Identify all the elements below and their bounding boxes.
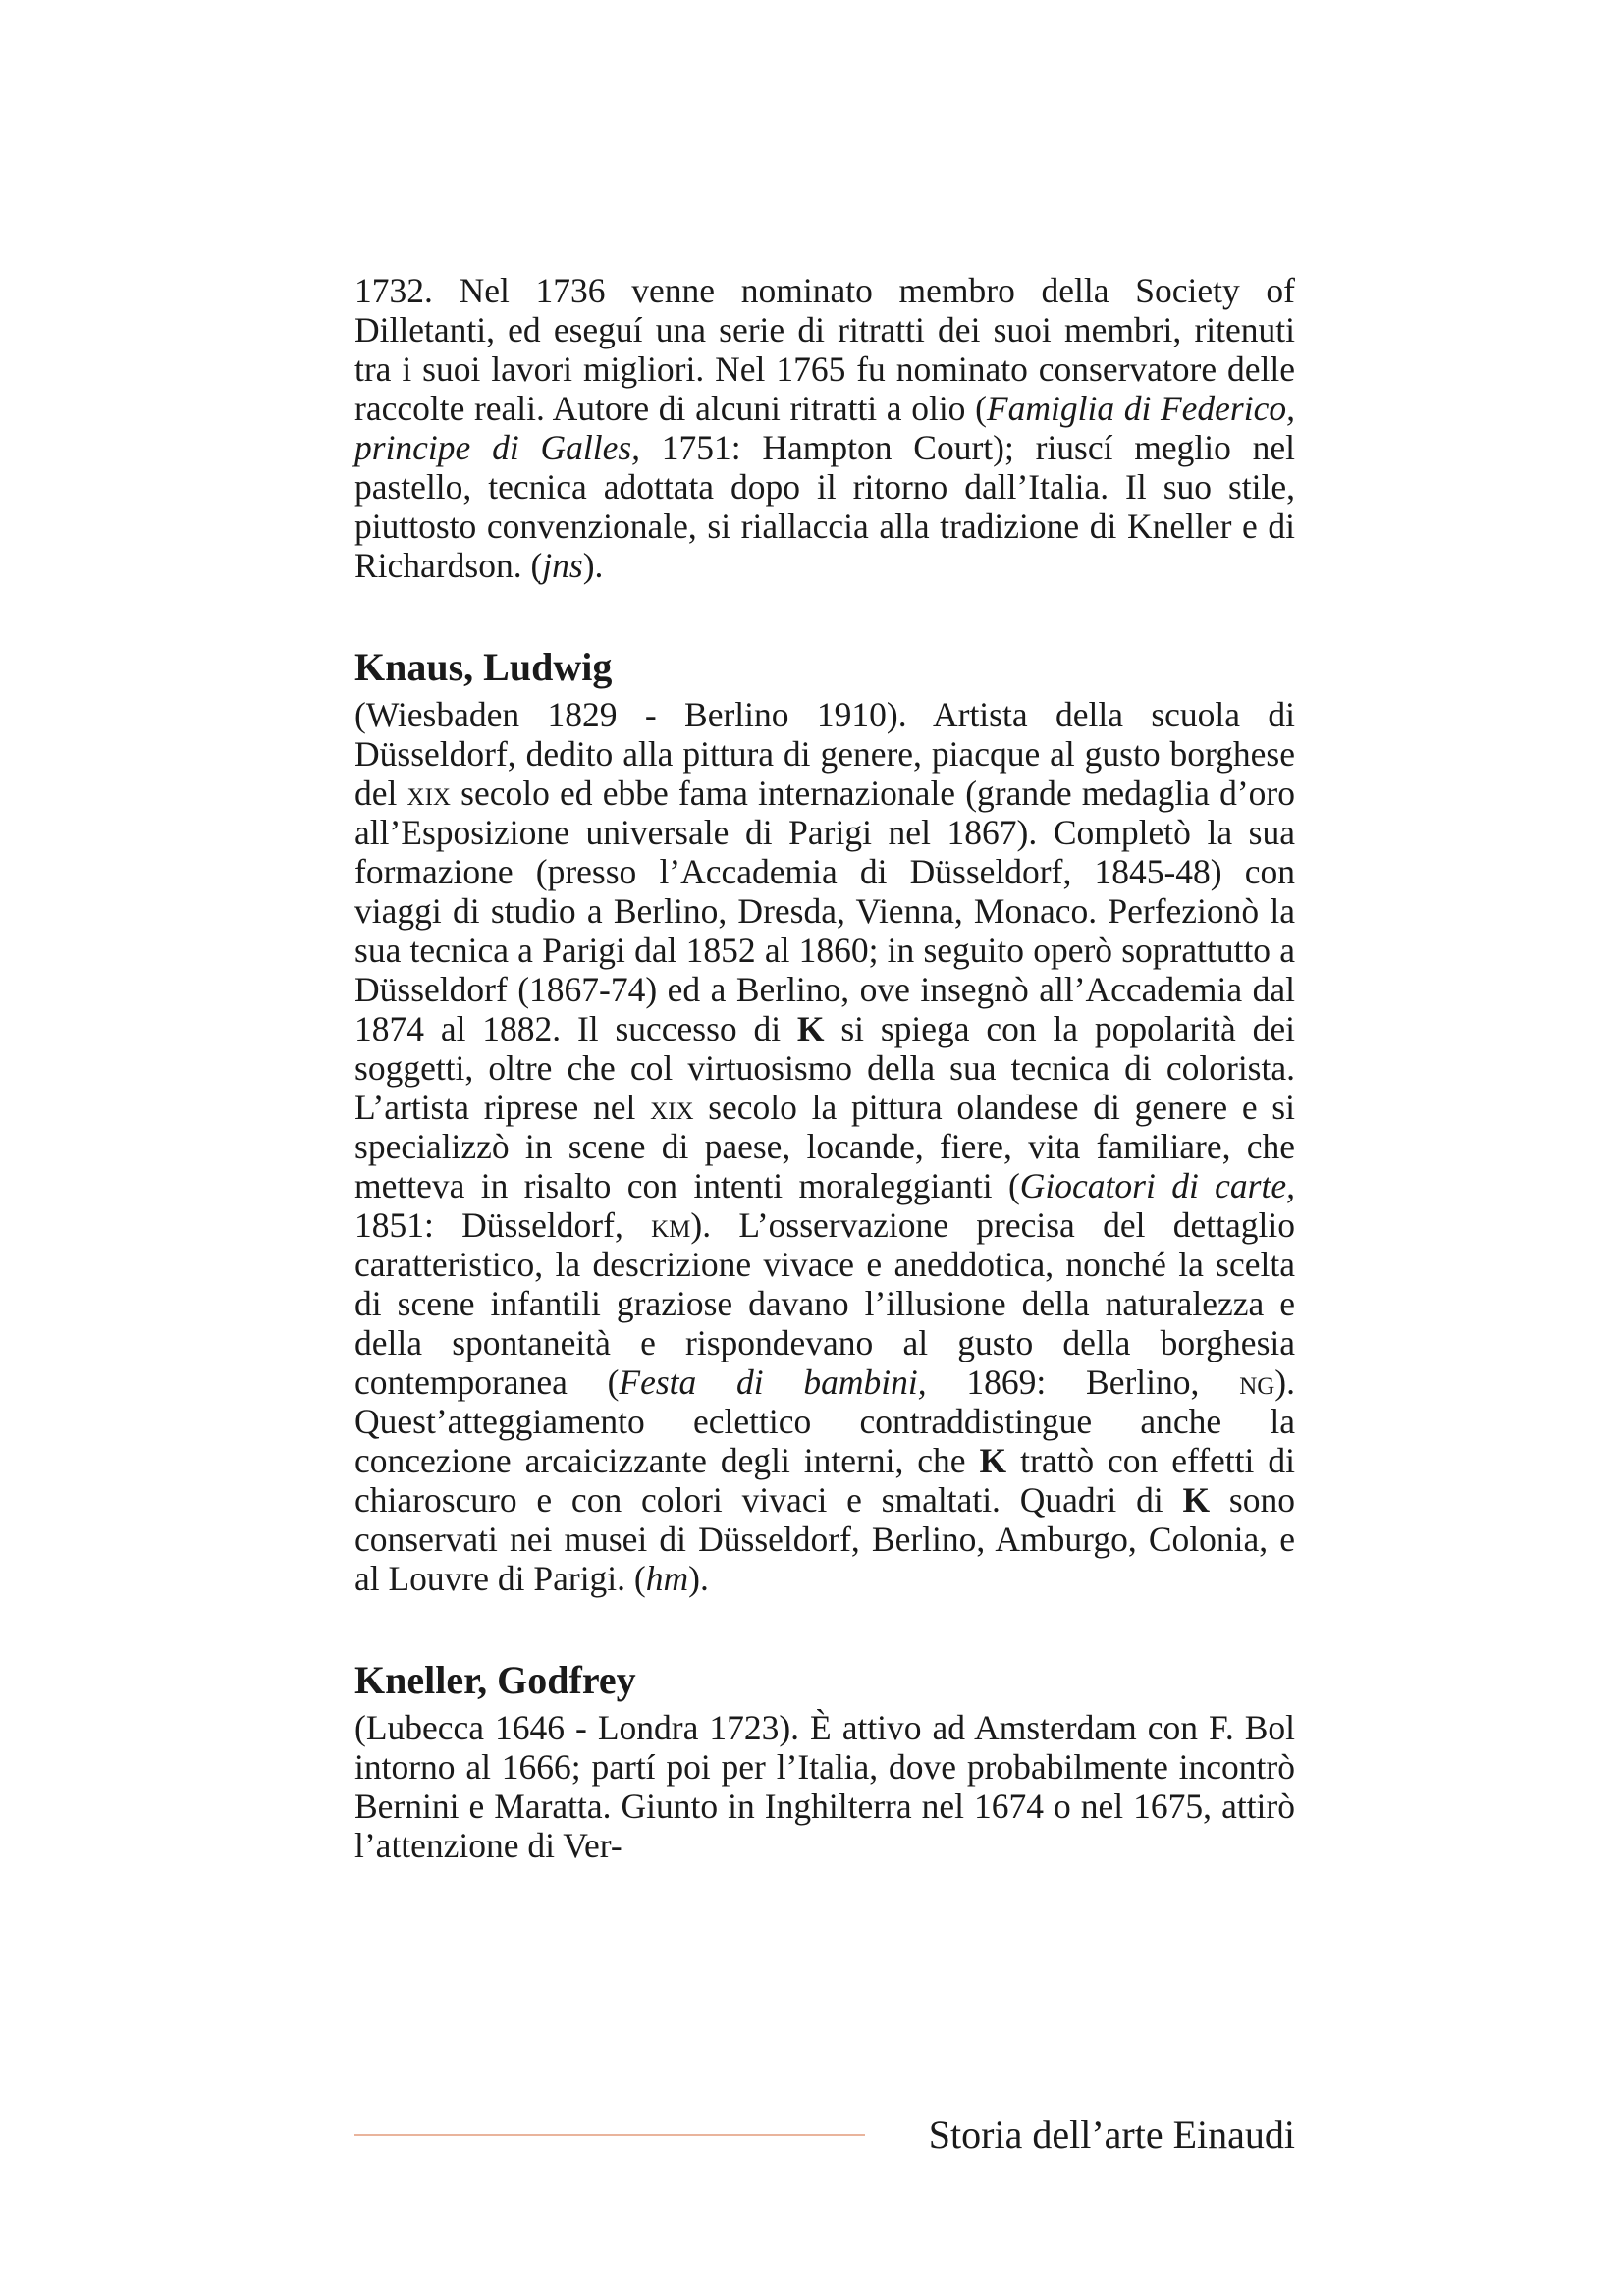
artwork-title: Festa di bambini, xyxy=(619,1362,927,1402)
text-run: si spiega con la popolarità dei soggetti, oltre che col virtuosismo della sua tecnica di colorista. L’artista riprese nel xyxy=(354,1009,1295,1127)
subject-abbreviation: K xyxy=(1182,1480,1211,1520)
author-initials: jns xyxy=(542,546,583,585)
text-run: 1851: Düsseldorf, xyxy=(354,1205,652,1245)
century-numeral: xix xyxy=(650,1088,694,1127)
author-initials: hm xyxy=(645,1559,689,1598)
entry-knaus xyxy=(354,644,1295,1598)
text-run: 1732. Nel 1736 venne nominato membro della Society of Dilletanti, ed eseguí una serie di ritratti dei suoi membri, ritenuti tra i suoi lavori migliori. Nel 1765 fu nominato conservatore delle raccolte reali. Autore di alcuni ritratti a olio ( xyxy=(354,271,1295,428)
entry-title: Kneller, Godfrey xyxy=(354,1658,636,1702)
entry-paragraph: (Lubecca 1646 - Londra 1723). È attivo ad Amsterdam con F. Bol intorno al 1666; partí poi per l’Italia, dove probabilmente incontrò Bernini e Maratta. Giunto in Inghilterra nel 1674 o nel 1675, attirò l’attenzione di Ver- xyxy=(354,1708,1295,1865)
subject-abbreviation: K xyxy=(979,1441,1007,1480)
century-numeral: xix xyxy=(406,774,451,813)
page-footer xyxy=(354,2110,1295,2160)
text-run: ). xyxy=(582,546,604,585)
continuation-paragraph xyxy=(354,271,1295,585)
subject-abbreviation: K xyxy=(796,1009,825,1048)
museum-abbreviation: ng xyxy=(1239,1362,1275,1402)
museum-abbreviation: km xyxy=(651,1205,691,1245)
page-body xyxy=(354,271,1295,1865)
text-run: secolo ed ebbe fama internazionale (grande medaglia d’oro all’Esposizione universale di Parigi nel 1867). Completò la sua formazione (presso l’Accademia di Düsseldorf, 1845-48) con viaggi di studio a Berlino, Dresda, Vienna, Monaco. Perfezionò la sua tecnica a Parigi dal 1852 al 1860; in seguito operò soprattutto a Düsseldorf (1867-74) ed a Berlino, ove insegnò all’Accademia dal 1874 al 1882. Il successo di xyxy=(354,774,1295,1048)
footer-rule xyxy=(354,2134,865,2136)
text-run: sono conservati nei musei di Düsseldorf, Berlino, Amburgo, Colonia, e al Louvre di Parigi. ( xyxy=(354,1480,1295,1598)
text-run: ). Quest’atteggiamento eclettico contraddistingue anche la concezione arcaicizzante degli interni, che xyxy=(354,1362,1295,1480)
text-run: ). xyxy=(688,1559,709,1598)
entry-title: Knaus, Ludwig xyxy=(354,645,613,689)
artwork-title: Famiglia di Federico, principe di Galles, xyxy=(354,389,1295,467)
text-run: trattò con effetti di chiaroscuro e con colori vivaci e smaltati. Quadri di xyxy=(354,1441,1295,1520)
text-run: 1869: Berlino, xyxy=(926,1362,1240,1402)
entry-paragraph xyxy=(354,695,1295,1598)
artwork-title: Giocatori di carte, xyxy=(1019,1166,1295,1205)
entry-kneller xyxy=(354,1657,1295,1865)
text-run: (Wiesbaden 1829 - Berlino 1910). Artista della scuola di Düsseldorf, dedito alla pittura di genere, piacque al gusto borghese del xyxy=(354,695,1295,813)
text-run: secolo la pittura olandese di genere e si specializzò in scene di paese, locande, fiere, vita familiare, che metteva in risalto con intenti moraleggianti ( xyxy=(354,1088,1295,1205)
text-run: 1751: Hampton Court); riuscí meglio nel pastello, tecnica adottata dopo il ritorno dall’Italia. Il suo stile, piuttosto convenzionale, si riallaccia alla tradizione di Kneller e di Richardson. ( xyxy=(354,428,1295,585)
footer-publication-title: Storia dell’arte Einaudi xyxy=(928,2112,1295,2157)
text-run: ). L’osservazione precisa del dettaglio caratteristico, la descrizione vivace e aneddotica, nonché la scelta di scene infantili graziose davano l’illusione della naturalezza e della spontaneità e rispondevano al gusto della borghesia contemporanea ( xyxy=(354,1205,1295,1402)
